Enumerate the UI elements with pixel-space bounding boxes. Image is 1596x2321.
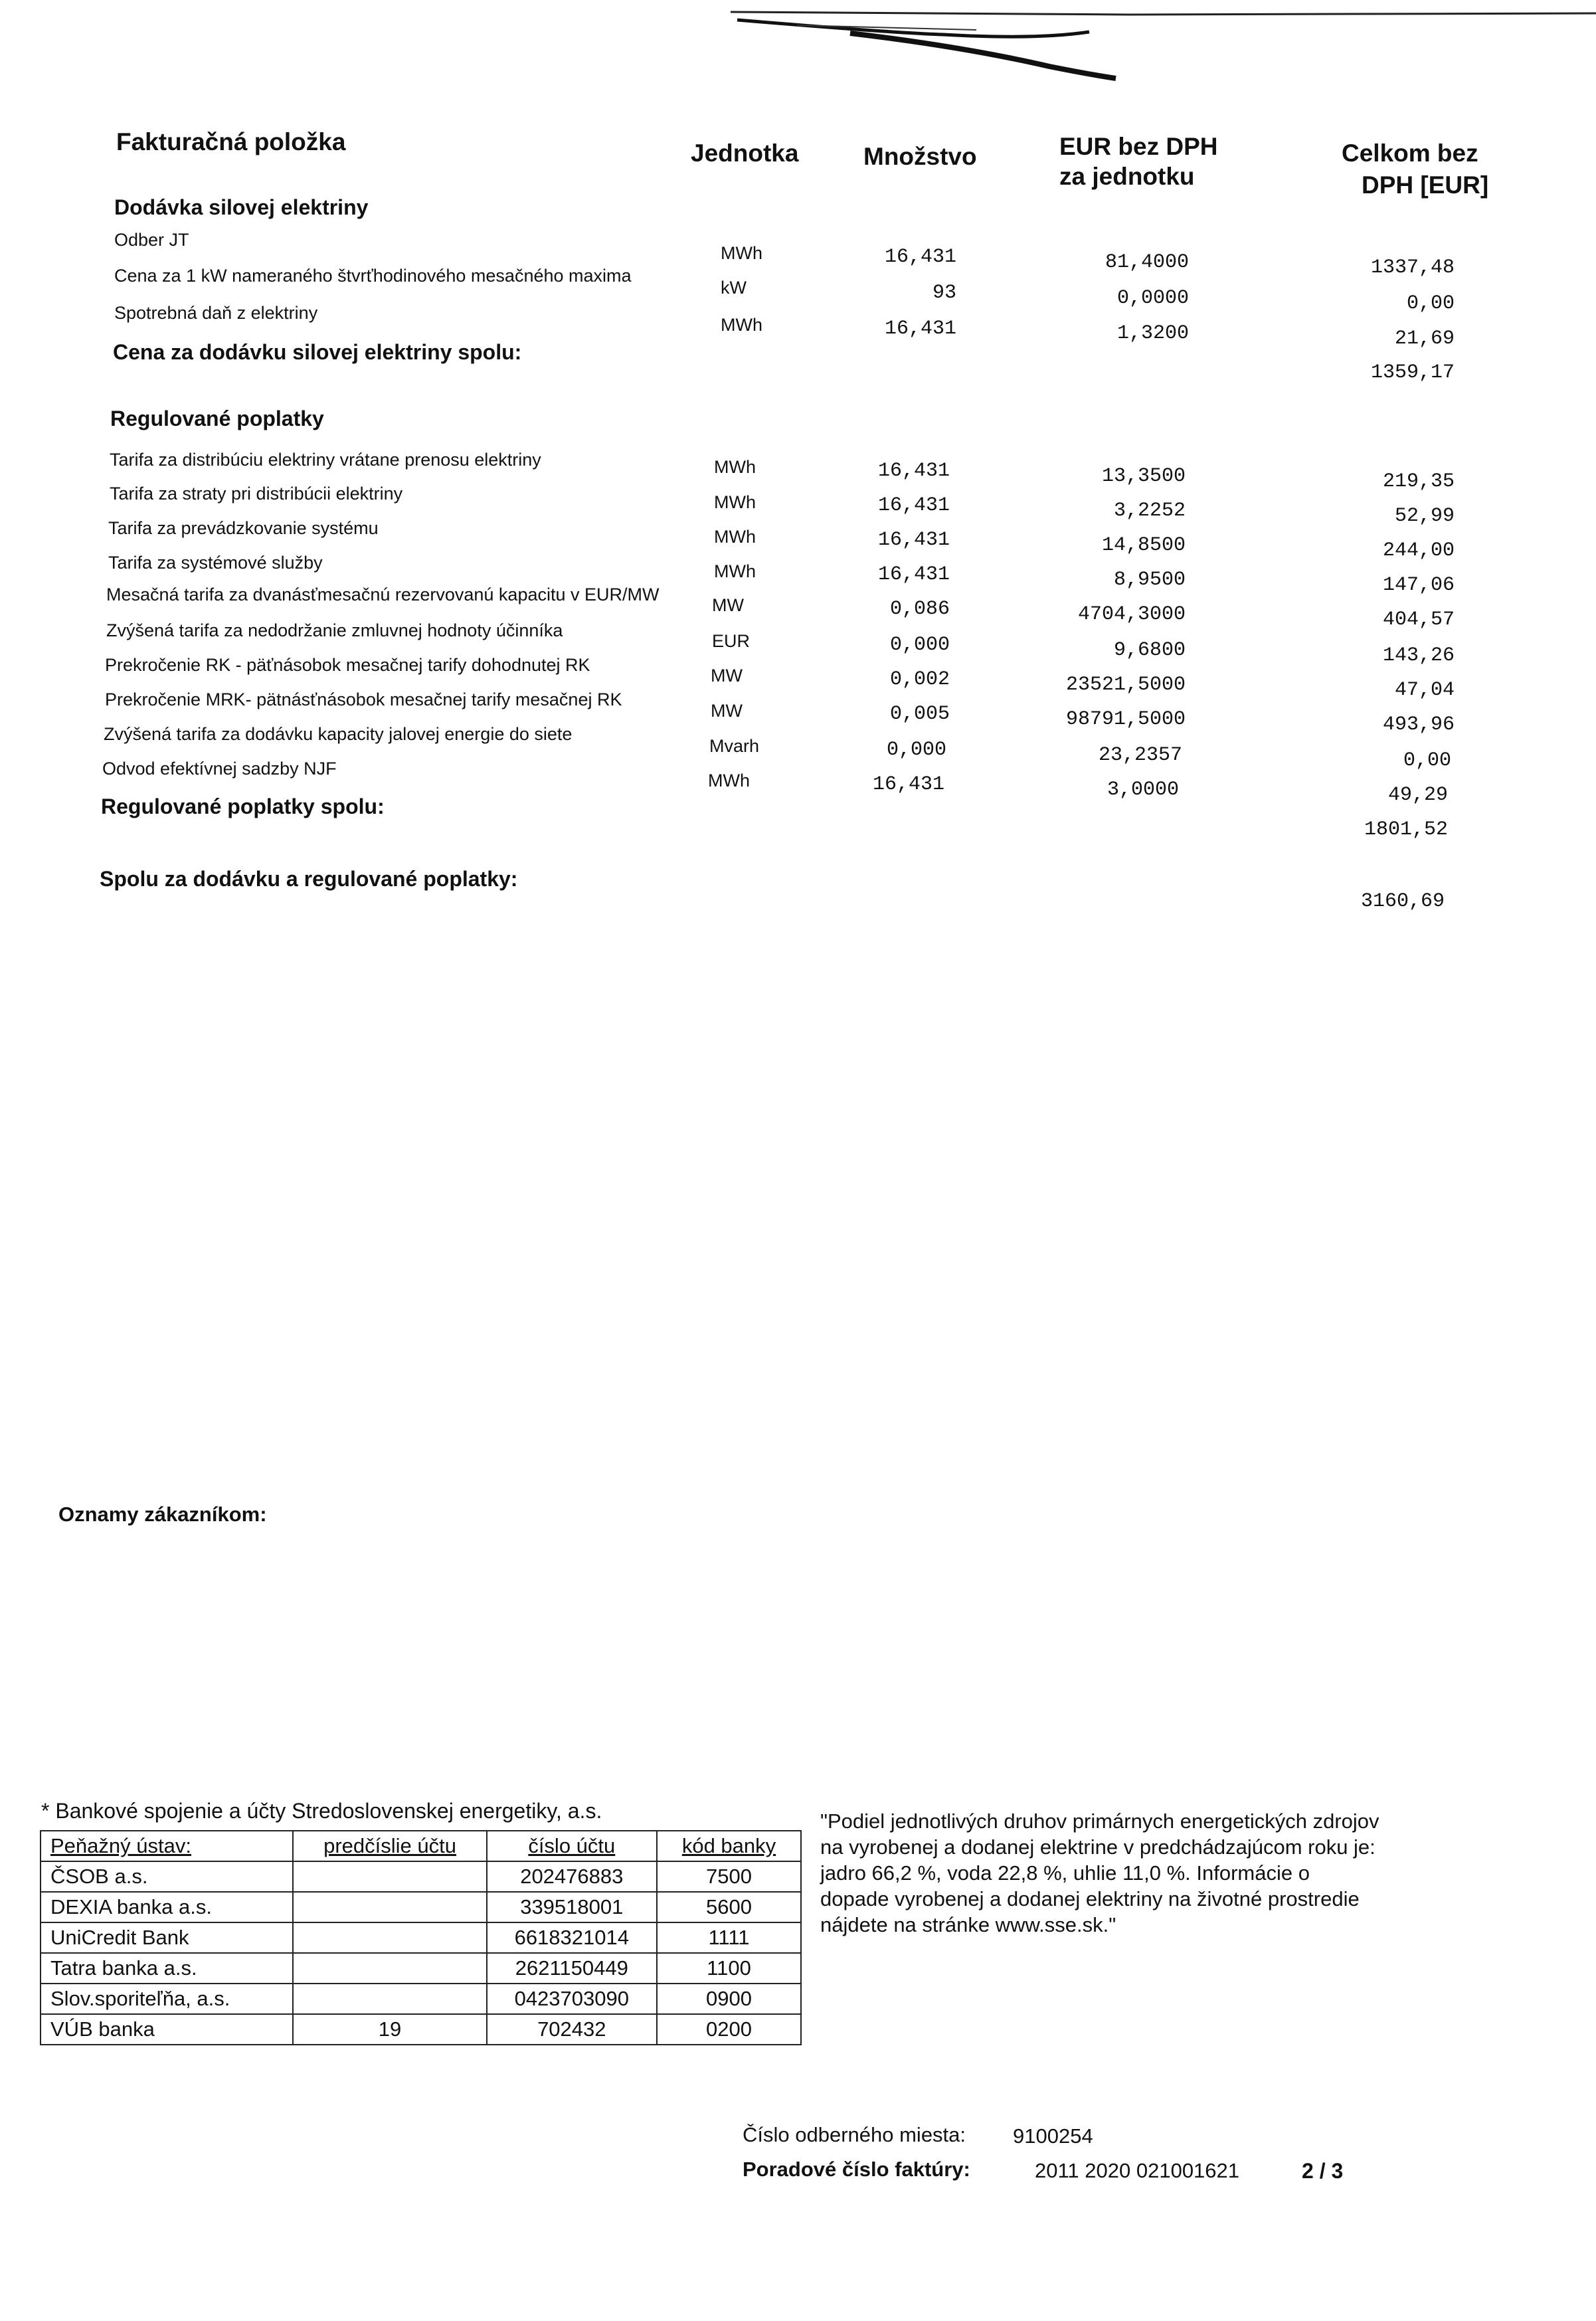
bank-name: UniCredit Bank	[41, 1922, 293, 1953]
bank-code: 5600	[657, 1892, 801, 1922]
row-qty: 16,431	[884, 246, 956, 268]
bank-name: VÚB banka	[41, 2014, 293, 2045]
row-total: 0,00	[1406, 292, 1455, 315]
regulated-sum-label: Regulované poplatky spolu:	[101, 794, 385, 818]
row-qty: 0,002	[889, 668, 950, 691]
row-unit: MW	[711, 666, 743, 686]
bank-name: ČSOB a.s.	[41, 1861, 293, 1892]
col-unit-header: Jednotka	[691, 139, 799, 167]
row-label: Prekročenie RK - päťnásobok mesačnej tarify dohodnutej RK	[105, 655, 590, 675]
page-number: 2 / 3	[1302, 2159, 1344, 2183]
col-price-header-1: EUR bez DPH	[1059, 133, 1218, 160]
row-price: 1,3200	[1116, 322, 1189, 345]
row-price: 3,0000	[1107, 779, 1179, 801]
row-label: Cena za 1 kW nameraného štvrťhodinového mesačného maxima	[114, 266, 632, 286]
row-qty: 16,431	[877, 494, 950, 517]
row-unit: MW	[711, 701, 743, 721]
supply-sum-value: 1359,17	[1370, 361, 1455, 384]
col-qty-header: Množstvo	[863, 143, 977, 170]
table-row	[41, 1861, 801, 1892]
col-price-header-2: za jednotku	[1059, 163, 1195, 190]
table-row	[41, 2014, 801, 2045]
bank-code: 0200	[657, 2014, 801, 2045]
table-row	[41, 1953, 801, 1984]
account-prefix	[293, 1984, 486, 2014]
col-total-header-2: DPH [EUR]	[1362, 171, 1489, 199]
row-price: 8,9500	[1113, 569, 1186, 591]
row-total: 219,35	[1382, 470, 1455, 493]
row-unit: MWh	[714, 561, 756, 581]
grand-total-label: Spolu za dodávku a regulované poplatky:	[100, 867, 518, 891]
note-line: nájdete na stránke www.sse.sk."	[820, 1913, 1116, 1936]
row-qty: 16,431	[884, 318, 956, 340]
row-price: 9,6800	[1113, 639, 1186, 662]
bank-table	[40, 1830, 802, 2045]
row-price: 23,2357	[1098, 744, 1182, 767]
row-label: Tarifa za distribúciu elektriny vrátane prenosu elektriny	[110, 450, 541, 470]
account-prefix	[293, 1953, 486, 1984]
row-qty: 93	[932, 282, 956, 304]
row-unit: MWh	[721, 315, 762, 335]
bank-code: 1111	[657, 1922, 801, 1953]
row-qty: 16,431	[877, 460, 950, 482]
scan-artifact	[664, 0, 1596, 86]
note-line: "Podiel jednotlivých druhov primárnych energetických zdrojov	[820, 1810, 1379, 1833]
row-label: Odvod efektívnej sadzby NJF	[102, 759, 337, 779]
account-number: 6618321014	[487, 1922, 657, 1953]
row-total: 47,04	[1394, 679, 1455, 701]
row-price: 14,8500	[1101, 534, 1186, 557]
grand-total-value: 3160,69	[1360, 890, 1445, 913]
row-label: Zvýšená tarifa za nedodržanie zmluvnej hodnoty účinníka	[106, 620, 563, 640]
bank-code: 7500	[657, 1861, 801, 1892]
supply-sum-label: Cena za dodávku silovej elektriny spolu:	[113, 340, 522, 364]
table-row	[41, 1984, 801, 2014]
supply-section-title: Dodávka silovej elektriny	[114, 195, 369, 219]
account-number: 202476883	[487, 1861, 657, 1892]
note-line: dopade vyrobenej a dodanej elektriny na životné prostredie	[820, 1887, 1360, 1910]
row-qty: 0,005	[889, 703, 950, 725]
bank-name: Tatra banka a.s.	[41, 1953, 293, 1984]
row-qty: 0,000	[889, 634, 950, 656]
row-unit: EUR	[712, 631, 751, 651]
row-unit: MWh	[714, 457, 756, 477]
regulated-sum-value: 1801,52	[1364, 818, 1448, 841]
account-number: 2621150449	[487, 1953, 657, 1984]
bank-title: * Bankové spojenie a účty Stredoslovenskej energetiky, a.s.	[41, 1799, 602, 1823]
account-prefix	[293, 1922, 486, 1953]
note-line: jadro 66,2 %, voda 22,8 %, uhlie 11,0 %. Informácie o	[820, 1861, 1310, 1885]
col-account-header: číslo účtu	[487, 1831, 657, 1861]
row-unit: MWh	[721, 243, 762, 263]
row-unit: Mvarh	[709, 736, 760, 756]
row-unit: kW	[721, 278, 747, 298]
row-total: 244,00	[1382, 539, 1455, 562]
bank-name: Slov.sporiteľňa, a.s.	[41, 1984, 293, 2014]
table-row	[41, 1922, 801, 1953]
regulated-section-title: Regulované poplatky	[110, 407, 324, 430]
row-price: 13,3500	[1101, 465, 1186, 488]
row-qty: 0,086	[889, 598, 950, 620]
account-prefix: 19	[293, 2014, 486, 2045]
energy-source-note	[820, 1808, 1418, 1938]
row-price: 0,0000	[1116, 287, 1189, 310]
row-total: 0,00	[1403, 749, 1451, 772]
row-label: Tarifa za straty pri distribúcii elektriny	[110, 484, 403, 504]
site-number-label: Číslo odberného miesta:	[743, 2123, 966, 2146]
row-price: 4704,3000	[1077, 603, 1186, 626]
bank-code: 1100	[657, 1953, 801, 1984]
note-line: na vyrobenej a dodanej elektrine v predchádzajúcom roku je:	[820, 1835, 1375, 1859]
account-number: 0423703090	[487, 1984, 657, 2014]
row-label: Spotrebná daň z elektriny	[114, 303, 318, 323]
bank-name: DEXIA banka a.s.	[41, 1892, 293, 1922]
invoice-number-value: 2011 2020 021001621	[1035, 2159, 1240, 2182]
row-qty: 16,431	[877, 563, 950, 586]
table-row	[41, 1892, 801, 1922]
invoice-number-label: Poradové číslo faktúry:	[743, 2158, 970, 2181]
row-unit: MWh	[714, 492, 756, 512]
account-number: 702432	[487, 2014, 657, 2045]
row-label: Zvýšená tarifa za dodávku kapacity jalovej energie do siete	[104, 724, 573, 744]
bank-code: 0900	[657, 1984, 801, 2014]
row-price: 3,2252	[1113, 500, 1186, 522]
row-label: Odber JT	[114, 230, 189, 250]
row-total: 147,06	[1382, 574, 1455, 597]
row-total: 52,99	[1394, 505, 1455, 527]
row-price: 23521,5000	[1065, 674, 1186, 696]
row-qty: 16,431	[877, 529, 950, 551]
row-total: 49,29	[1387, 784, 1448, 806]
row-label: Mesačná tarifa za dvanásťmesačnú rezervovanú kapacitu v EUR/MW	[106, 585, 660, 604]
row-unit: MWh	[714, 527, 756, 547]
table-header-row	[41, 1831, 801, 1861]
row-total: 493,96	[1382, 713, 1455, 736]
row-label: Tarifa za systémové služby	[108, 553, 323, 573]
col-bank-header: Peňažný ústav:	[41, 1831, 293, 1861]
row-total: 404,57	[1382, 608, 1455, 631]
row-unit: MW	[712, 595, 744, 615]
site-number-value: 9100254	[1013, 2124, 1093, 2148]
row-qty: 16,431	[872, 773, 944, 796]
row-total: 21,69	[1394, 327, 1455, 350]
notices-title: Oznamy zákazníkom:	[58, 1503, 267, 1526]
col-code-header: kód banky	[657, 1831, 801, 1861]
row-label: Prekročenie MRK- pätnásťnásobok mesačnej tarify mesačnej RK	[105, 690, 622, 709]
account-number: 339518001	[487, 1892, 657, 1922]
row-total: 143,26	[1382, 644, 1455, 667]
row-unit: MWh	[708, 771, 750, 790]
row-total: 1337,48	[1370, 256, 1455, 279]
col-prefix-header: predčíslie účtu	[293, 1831, 486, 1861]
account-prefix	[293, 1892, 486, 1922]
col-item-header: Fakturačná položka	[116, 128, 346, 155]
account-prefix	[293, 1861, 486, 1892]
row-label: Tarifa za prevádzkovanie systému	[108, 518, 379, 538]
row-price: 81,4000	[1105, 251, 1189, 274]
row-qty: 0,000	[886, 739, 946, 761]
row-price: 98791,5000	[1065, 708, 1186, 731]
col-total-header-1: Celkom bez	[1342, 139, 1478, 167]
